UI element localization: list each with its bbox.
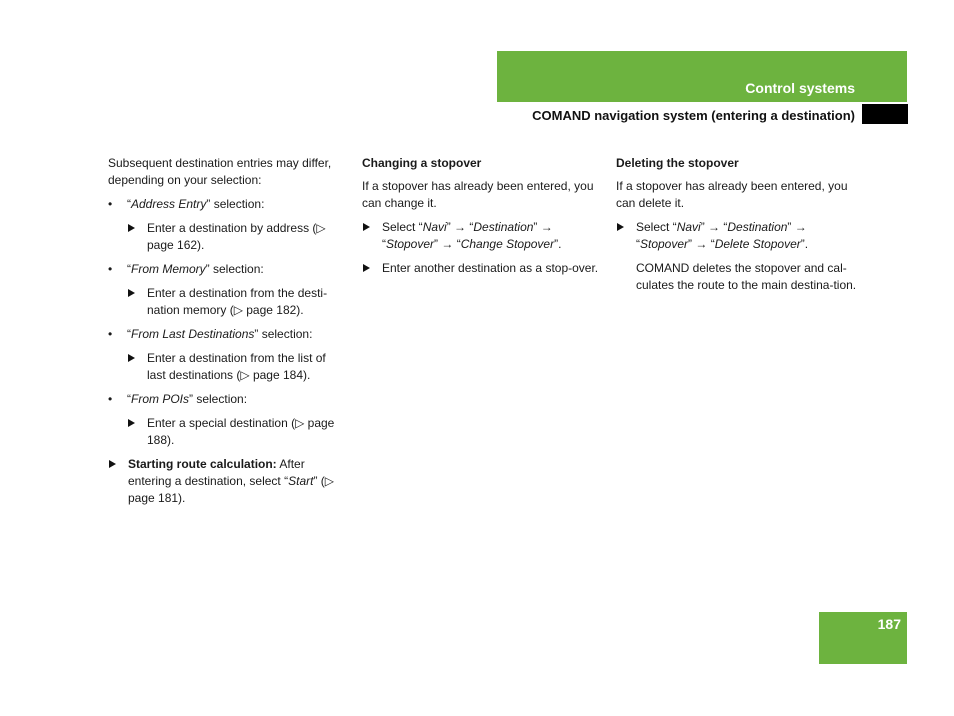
step-text: Enter a destination from the list of last destinations (▷ page 184). xyxy=(147,351,326,382)
selection-label: ” selection: xyxy=(206,197,265,211)
option-name: Start xyxy=(288,474,314,488)
step-text-end: ” (▷ page 181). xyxy=(128,474,335,505)
separator: ” → “ xyxy=(700,220,728,234)
separator: ” → “ xyxy=(688,237,715,251)
bullet-mark: • xyxy=(108,392,113,406)
instruction-step xyxy=(616,219,860,253)
instruction-step xyxy=(108,456,346,507)
step-arrow-icon xyxy=(617,223,624,231)
selection-label: ” selection: xyxy=(254,327,313,341)
list-item xyxy=(108,261,346,278)
option-name: From Memory xyxy=(131,262,206,276)
section-tab-marker xyxy=(862,104,908,124)
intro-text: Subsequent destination entries may differ, depending on your selection: xyxy=(108,156,332,187)
menu-name: Delete Stopover xyxy=(714,237,801,251)
option-name: From POIs xyxy=(131,392,190,406)
menu-name: Navi xyxy=(676,220,701,234)
column-middle xyxy=(362,155,602,284)
step-arrow-icon xyxy=(128,224,135,232)
instruction-step xyxy=(127,285,346,319)
step-text: Select “ xyxy=(636,220,677,234)
bullet-mark: • xyxy=(108,327,113,341)
step-text: After entering a destination, select “ xyxy=(128,457,305,488)
bullet-mark: • xyxy=(108,197,113,211)
quote-open: “ xyxy=(127,197,131,211)
column-left xyxy=(108,155,346,514)
separator: ” → “ xyxy=(446,220,474,234)
selection-label: ” selection: xyxy=(189,392,248,406)
separator: ”. xyxy=(554,237,562,251)
section-title: Control systems xyxy=(745,80,855,96)
step-title: Starting route calculation: xyxy=(128,457,277,471)
step-arrow-icon xyxy=(128,419,135,427)
step-text: Enter a special destination (▷ page 188). xyxy=(147,416,335,447)
separator: ” → “ xyxy=(636,220,807,251)
instruction-step xyxy=(127,415,346,449)
menu-name: Destination xyxy=(727,220,788,234)
menu-name: Destination xyxy=(473,220,534,234)
step-text: Enter a destination by address (▷ page 162). xyxy=(147,221,326,252)
quote-open: “ xyxy=(127,262,131,276)
page-number: 187 xyxy=(877,616,901,632)
step-arrow-icon xyxy=(109,460,116,468)
option-name: From Last Destinations xyxy=(131,327,255,341)
step-arrow-icon xyxy=(363,264,370,272)
intro-text: If a stopover has already been entered, you can delete it. xyxy=(616,179,848,210)
step-text: Enter another destination as a stop-over. xyxy=(382,261,599,275)
subheading: Deleting the stopover xyxy=(616,156,739,170)
list-item xyxy=(108,196,346,213)
menu-name: Change Stopover xyxy=(460,237,555,251)
step-text: Enter a destination from the desti-nation memory (▷ page 182). xyxy=(147,286,328,317)
list-item xyxy=(108,391,346,408)
column-right xyxy=(616,155,860,301)
separator: ” → “ xyxy=(382,220,553,251)
subheading: Changing a stopover xyxy=(362,156,482,170)
step-arrow-icon xyxy=(363,223,370,231)
intro-text: If a stopover has already been entered, you can change it. xyxy=(362,179,594,210)
menu-name: Navi xyxy=(422,220,447,234)
instruction-step xyxy=(127,350,346,384)
instruction-step xyxy=(362,219,602,253)
step-text: Select “ xyxy=(382,220,423,234)
quote-open: “ xyxy=(127,392,131,406)
section-subtitle: COMAND navigation system (entering a destination) xyxy=(532,108,855,123)
instruction-step xyxy=(127,220,346,254)
step-arrow-icon xyxy=(128,354,135,362)
separator: ”. xyxy=(800,237,809,251)
separator: ” → “ xyxy=(434,237,461,251)
option-name: Address Entry xyxy=(131,197,207,211)
list-item xyxy=(108,326,346,343)
instruction-step xyxy=(362,260,602,277)
menu-name: Stopover xyxy=(386,237,435,251)
selection-label: ” selection: xyxy=(205,262,264,276)
result-note: COMAND deletes the stopover and cal-culates the route to the main destina-tion. xyxy=(636,261,857,292)
step-arrow-icon xyxy=(128,289,135,297)
bullet-mark: • xyxy=(108,262,113,276)
quote-open: “ xyxy=(127,327,131,341)
menu-name: Stopover xyxy=(640,237,689,251)
